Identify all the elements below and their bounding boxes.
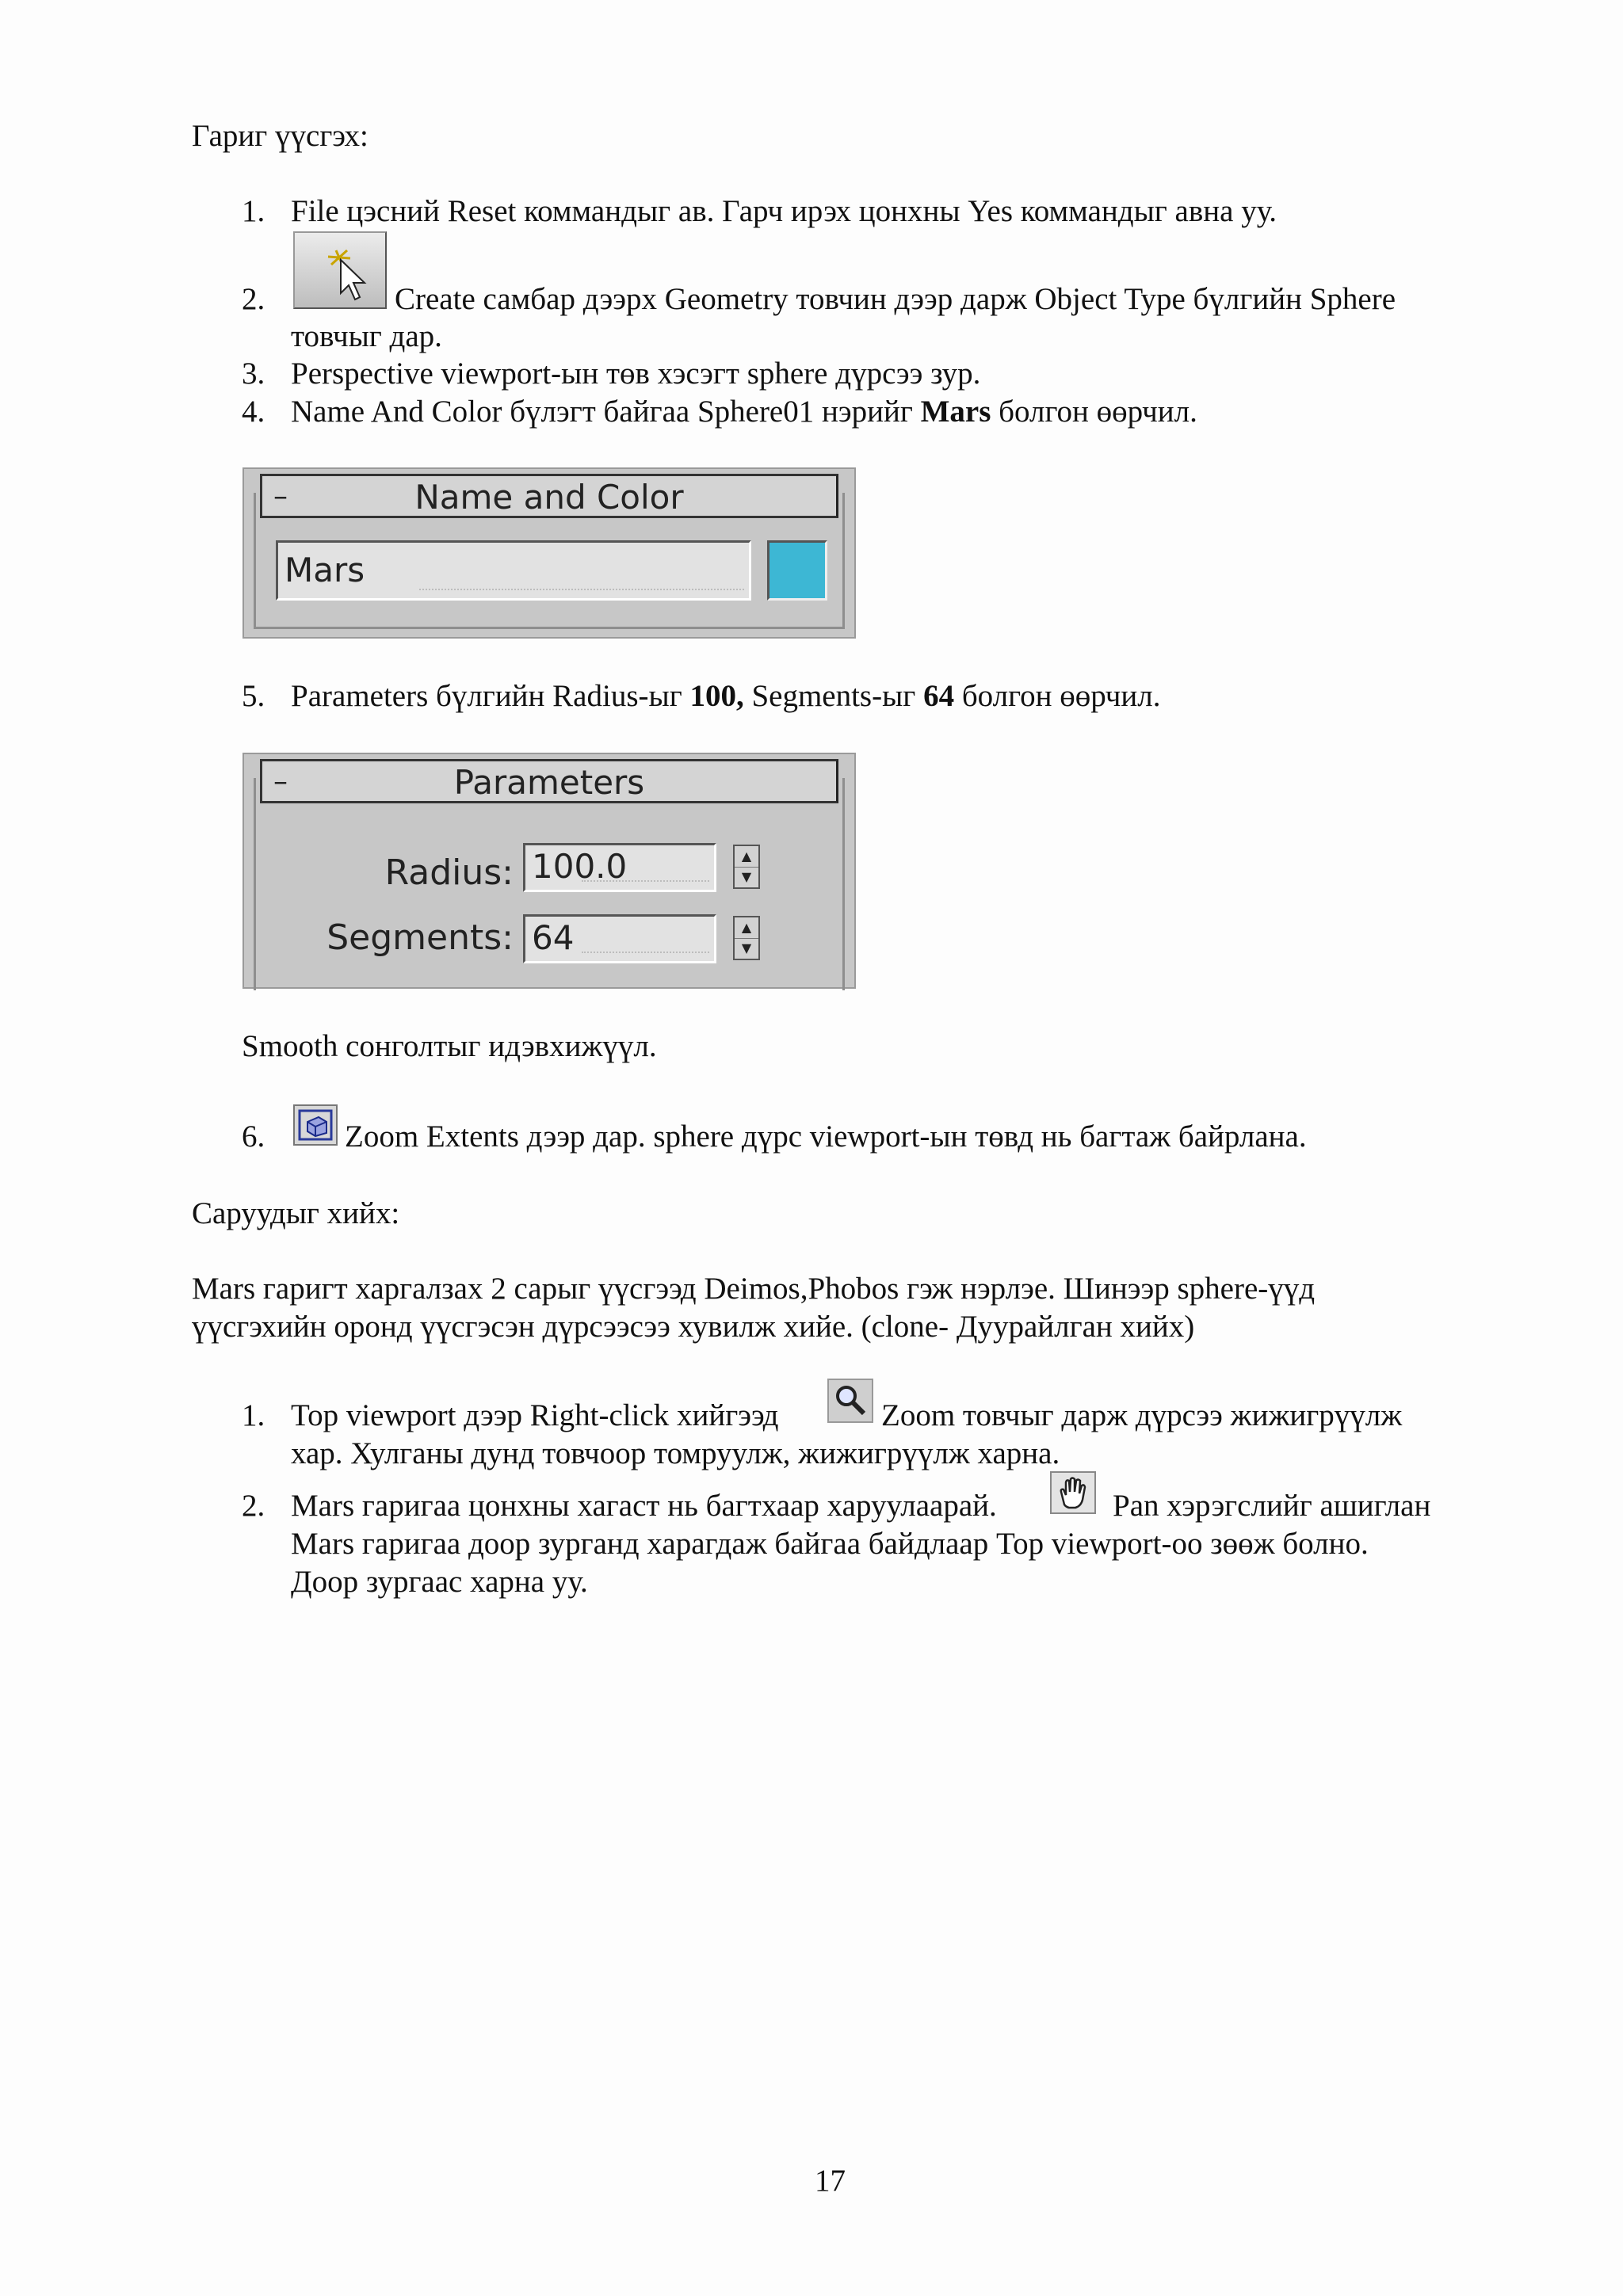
segments-input[interactable]: 64 <box>523 914 716 963</box>
radius-label: Radius: <box>384 852 514 893</box>
rollout-title: Name and Color <box>414 478 684 517</box>
step-number: 3. <box>242 357 265 391</box>
rollout-titlebar[interactable] <box>260 759 838 803</box>
name-and-color-rollout <box>242 467 856 639</box>
create-panel-icon <box>293 231 387 309</box>
radius-input[interactable]: 100.0 <box>523 843 716 892</box>
zoom-extents-icon <box>293 1104 338 1146</box>
rollout-titlebar[interactable] <box>260 474 838 518</box>
step-text-cont: хар. Хулганы дунд товчоор томруулж, жижигрүүлж харна. <box>291 1436 1060 1470</box>
step-text-cont: Доор зургаас харна уу. <box>291 1565 588 1599</box>
section-heading-planet: Гариг үүсгэх: <box>192 119 369 153</box>
step-text: Create самбар дээрх Geometry товчин дээр дарж Object Type бүлгийн Sphere <box>395 282 1396 316</box>
step-number: 1. <box>242 194 265 228</box>
step-text-cont: товчыг дар. <box>291 319 442 353</box>
step-number: 2. <box>242 1489 265 1523</box>
paragraph-line: үүсгэхийн оронд үүсгэсэн дүрсээсээ хувилж хийе. (clone- Дуурайлган хийх) <box>192 1310 1195 1344</box>
step-text: Perspective viewport-ын төв хэсэгт sphere дүрсээ зур. <box>291 357 981 391</box>
spinner-down-icon[interactable]: ▼ <box>741 869 752 884</box>
step-number: 1. <box>242 1398 265 1432</box>
object-color-swatch[interactable] <box>767 540 827 601</box>
segments-label: Segments: <box>327 917 514 958</box>
step-text-after-icon: Pan хэрэгслийг ашиглан <box>1113 1489 1431 1523</box>
step-number: 6. <box>242 1119 265 1154</box>
spinner-down-icon[interactable]: ▼ <box>741 940 752 955</box>
step-text: Top viewport дээр Right-click хийгээд <box>291 1398 779 1432</box>
step-number: 2. <box>242 282 265 316</box>
step-text: Zoom Extents дээр дар. sphere дүрс viewport-ын төвд нь багтаж байрлана. <box>345 1119 1307 1154</box>
magnifier-icon <box>827 1379 873 1423</box>
step-text: Parameters бүлгийн Radius-ыг 100, Segments-ыг 64 болгон өөрчил. <box>291 679 1161 713</box>
collapse-icon[interactable]: – <box>273 765 288 798</box>
paragraph-line: Mars гаригт харгалзах 2 сарыг үүсгээд Deimos,Phobos гэж нэрлэе. Шинээр sphere-үүд <box>192 1272 1316 1306</box>
rollout-title: Parameters <box>453 763 645 802</box>
section-heading-moons: Саруудыг хийх: <box>192 1196 400 1230</box>
segments-spinner[interactable] <box>733 916 760 960</box>
step-number: 5. <box>242 679 265 713</box>
step-text: File цэсний Reset коммандыг ав. Гарч ирэх цонхны Yes коммандыг авна уу. <box>291 194 1277 228</box>
collapse-icon[interactable]: – <box>273 480 288 513</box>
step-number: 4. <box>242 395 265 429</box>
object-name-input[interactable]: Mars <box>276 540 751 601</box>
step-text-after-icon: Zoom товчыг дарж дүрсээ жижигрүүлж <box>881 1398 1403 1432</box>
step-text: Name And Color бүлэгт байгаа Sphere01 нэрийг Mars болгон өөрчил. <box>291 395 1197 429</box>
smooth-instruction: Smooth сонголтыг идэвхижүүл. <box>242 1029 657 1063</box>
step-text-cont: Mars гаригаа доор зурганд харагдаж байгаа байдлаар Top viewport-оо зөөж болно. <box>291 1527 1369 1561</box>
parameters-rollout <box>242 753 856 989</box>
spinner-up-icon[interactable]: ▲ <box>735 917 758 939</box>
page-number: 17 <box>815 2164 846 2198</box>
radius-spinner[interactable] <box>733 845 760 889</box>
spinner-up-icon[interactable]: ▲ <box>735 846 758 868</box>
pan-hand-icon <box>1050 1471 1096 1514</box>
step-text: Mars гаригаа цонхны хагаст нь багтхаар харуулаарай. <box>291 1489 997 1523</box>
